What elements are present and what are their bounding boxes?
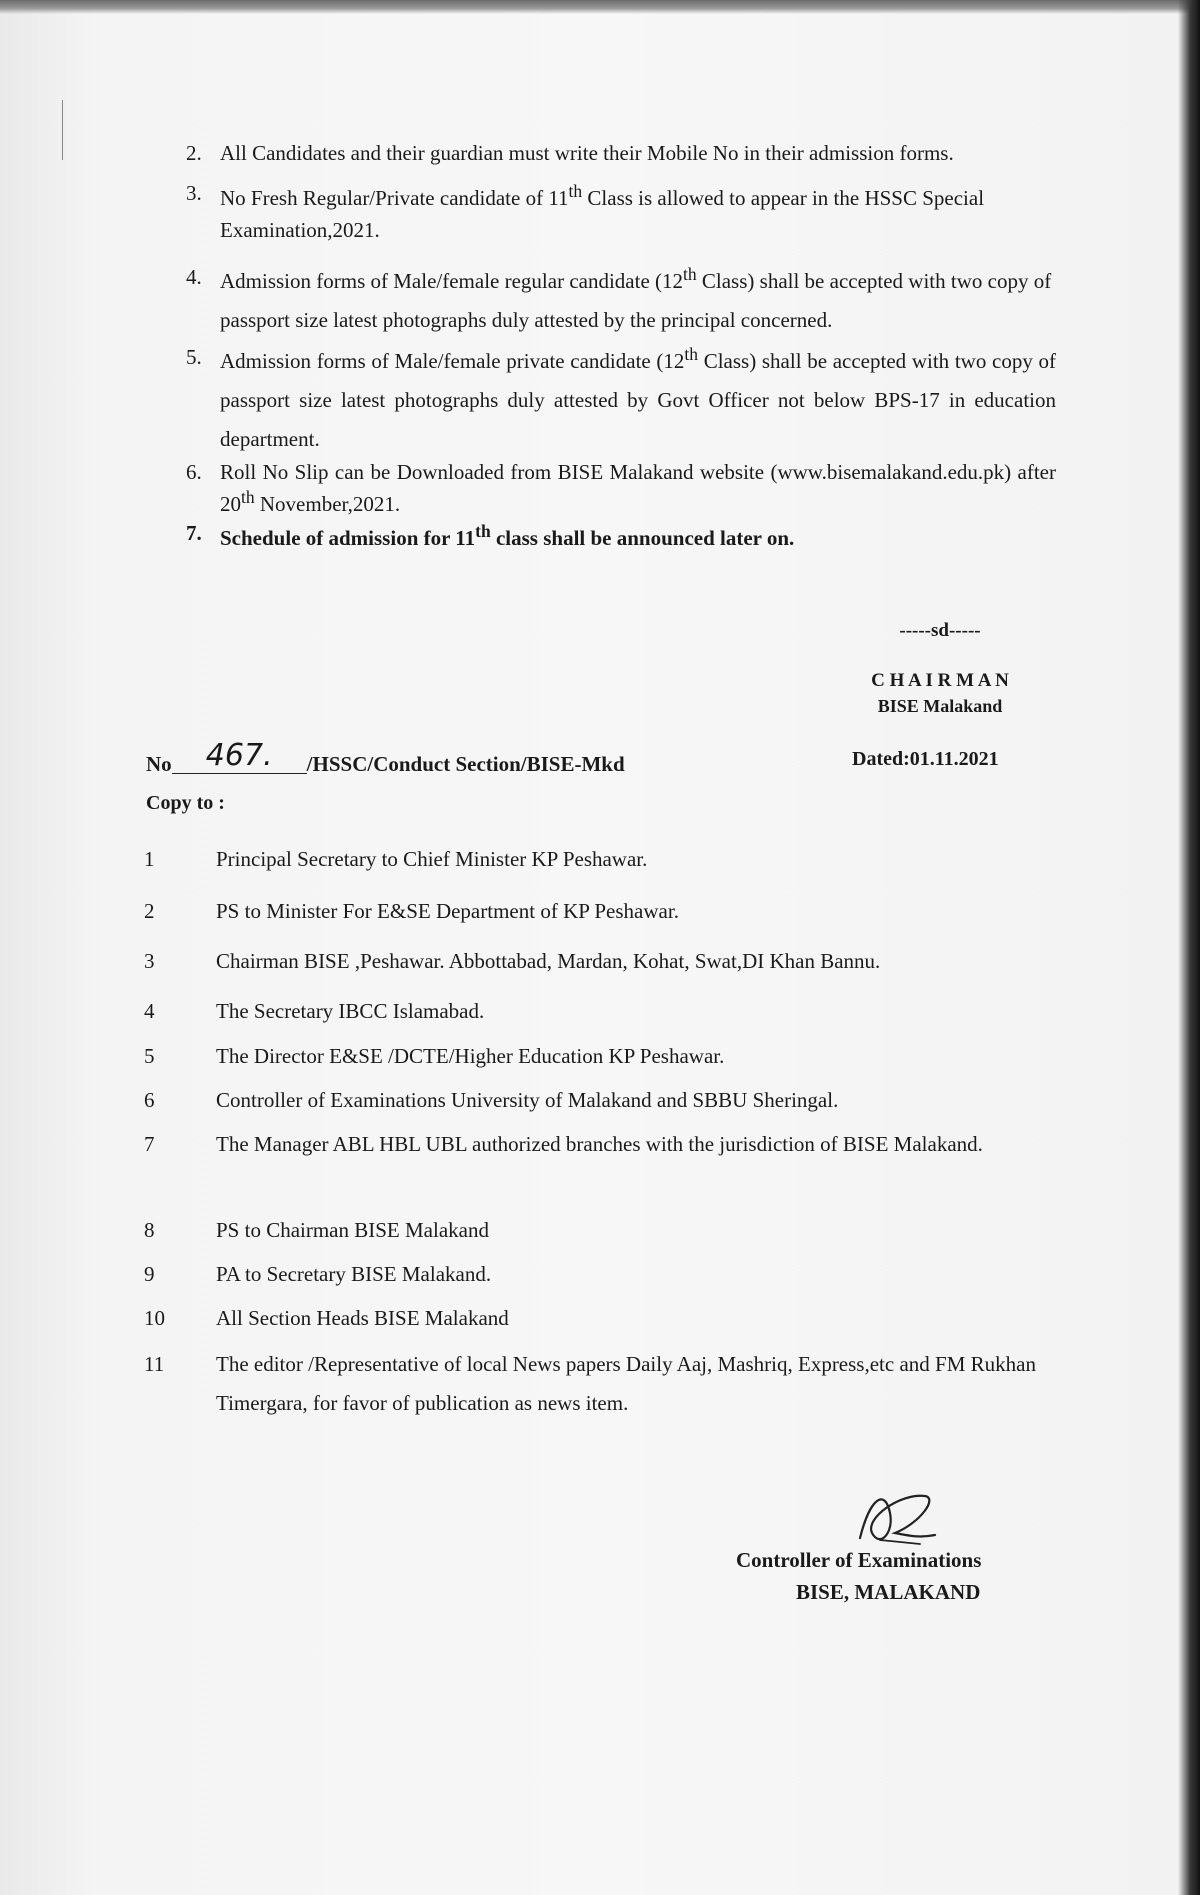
instruction-number: 5. bbox=[186, 345, 202, 369]
controller-title: Controller of Examinations bbox=[736, 1548, 982, 1572]
copy-number: 8 bbox=[144, 1218, 155, 1242]
superscript: th bbox=[241, 487, 255, 508]
copy-number: 11 bbox=[144, 1352, 165, 1376]
copy-text: All Section Heads BISE Malakand bbox=[216, 1306, 509, 1330]
reference-prefix: No bbox=[146, 752, 172, 776]
superscript: th bbox=[684, 344, 699, 364]
instruction-text-a: Admission forms of Male/female private candidate (12 bbox=[220, 349, 685, 373]
copy-to-item bbox=[144, 895, 1059, 928]
copy-text: Controller of Examinations University of Malakand and SBBU Sheringal. bbox=[216, 1088, 839, 1112]
dated: Dated:01.11.2021 bbox=[852, 748, 999, 770]
reference-line bbox=[146, 738, 625, 780]
copy-to-item bbox=[144, 843, 1059, 876]
copy-number: 2 bbox=[144, 899, 155, 923]
copy-number: 3 bbox=[144, 949, 155, 973]
scan-right-edge bbox=[1178, 0, 1200, 1895]
instruction-text-a: Roll No Slip can be Downloaded from BISE Malakand website (www.bisemalakand.edu.pk) after 20 bbox=[220, 460, 1056, 517]
instruction-number: 3. bbox=[186, 181, 202, 205]
instruction-number: 4. bbox=[186, 265, 202, 289]
instruction-number: 7. bbox=[186, 521, 202, 545]
instruction-number: 2. bbox=[186, 141, 202, 165]
controller-org: BISE, MALAKAND bbox=[796, 1580, 981, 1604]
copy-text: The Manager ABL HBL UBL authorized branches with the jurisdiction of BISE Malakand. bbox=[216, 1132, 983, 1156]
instruction-3 bbox=[186, 178, 1056, 246]
copy-text: Principal Secretary to Chief Minister KP Peshawar. bbox=[216, 847, 648, 871]
instruction-text-b: Class is allowed to appear in the HSSC Special Examination,2021. bbox=[220, 186, 985, 242]
instruction-text-a: Admission forms of Male/female regular candidate (12 bbox=[220, 269, 684, 293]
instruction-text bbox=[220, 338, 1056, 459]
copy-text: PA to Secretary BISE Malakand. bbox=[216, 1262, 492, 1286]
scan-top-edge bbox=[0, 0, 1200, 14]
copy-text: Chairman BISE ,Peshawar. Abbottabad, Mardan, Kohat, Swat,DI Khan Bannu. bbox=[216, 949, 881, 973]
instruction-text bbox=[220, 518, 1056, 555]
instruction-text bbox=[220, 258, 1056, 340]
instruction-5 bbox=[186, 338, 1056, 459]
copy-to-item bbox=[144, 1345, 1059, 1423]
copy-to-item bbox=[144, 1084, 1059, 1117]
instruction-text-b: November,2021. bbox=[254, 492, 401, 517]
copy-to-item bbox=[144, 1258, 1059, 1291]
superscript: th bbox=[683, 264, 697, 284]
copy-to-item bbox=[144, 1302, 1059, 1335]
copy-number: 7 bbox=[144, 1132, 155, 1156]
copy-to-item bbox=[144, 1128, 1059, 1161]
copy-text: The Secretary IBCC Islamabad. bbox=[216, 999, 485, 1023]
instruction-text-a: No Fresh Regular/Private candidate of 11 bbox=[220, 186, 569, 210]
instruction-7 bbox=[186, 518, 1056, 555]
reference-suffix: /HSSC/Conduct Section/BISE-Mkd bbox=[306, 752, 625, 776]
copy-number: 1 bbox=[144, 847, 155, 871]
chairman-org: BISE Malakand bbox=[877, 696, 1003, 716]
copy-text: The editor /Representative of local News papers Daily Aaj, Mashriq, Express,etc and FM Rukhan Timergara, for favor of publication as news item. bbox=[216, 1352, 1036, 1415]
instruction-text bbox=[220, 458, 1056, 519]
superscript: th bbox=[568, 181, 583, 201]
copy-to-item bbox=[144, 1040, 1059, 1073]
copy-number: 6 bbox=[144, 1088, 155, 1112]
instruction-text: All Candidates and their guardian must write their Mobile No in their admission forms. bbox=[220, 141, 954, 165]
instruction-number: 6. bbox=[186, 460, 202, 484]
instruction-text-b: Class) shall be accepted with two copy of passport size latest photographs duly attested by Govt Officer not below BPS-17 in education department. bbox=[220, 349, 1056, 451]
instruction-6 bbox=[186, 458, 1056, 519]
copy-text: The Director E&SE /DCTE/Higher Education KP Peshawar. bbox=[216, 1044, 725, 1068]
copy-number: 9 bbox=[144, 1262, 155, 1286]
instruction-text bbox=[220, 178, 1056, 246]
handwritten-signature bbox=[850, 1478, 940, 1558]
copy-to-item bbox=[144, 945, 1059, 978]
copy-number: 10 bbox=[144, 1306, 165, 1330]
instruction-text-b: class shall be announced later on. bbox=[490, 526, 795, 550]
copy-number: 4 bbox=[144, 999, 155, 1023]
instruction-2 bbox=[186, 138, 1056, 170]
superscript: th bbox=[475, 521, 491, 541]
copy-to-item bbox=[144, 995, 1059, 1028]
copy-to-item bbox=[144, 1214, 1059, 1247]
copy-text: PS to Chairman BISE Malakand bbox=[216, 1218, 489, 1242]
copy-to-heading: Copy to : bbox=[146, 792, 225, 814]
sd-mark: -----sd----- bbox=[899, 620, 981, 641]
copy-number: 5 bbox=[144, 1044, 155, 1068]
reference-number: 467. bbox=[172, 738, 307, 774]
instruction-4 bbox=[186, 258, 1056, 340]
copy-text: PS to Minister For E&SE Department of KP Peshawar. bbox=[216, 899, 679, 923]
margin-mark bbox=[62, 100, 63, 160]
chairman-title: C H A I R M A N bbox=[871, 670, 1009, 691]
instruction-text-a: Schedule of admission for 11 bbox=[220, 526, 476, 550]
instruction-text-b: Class) shall be accepted with two copy of passport size latest photographs duly attested by the principal concerned. bbox=[220, 269, 1052, 332]
